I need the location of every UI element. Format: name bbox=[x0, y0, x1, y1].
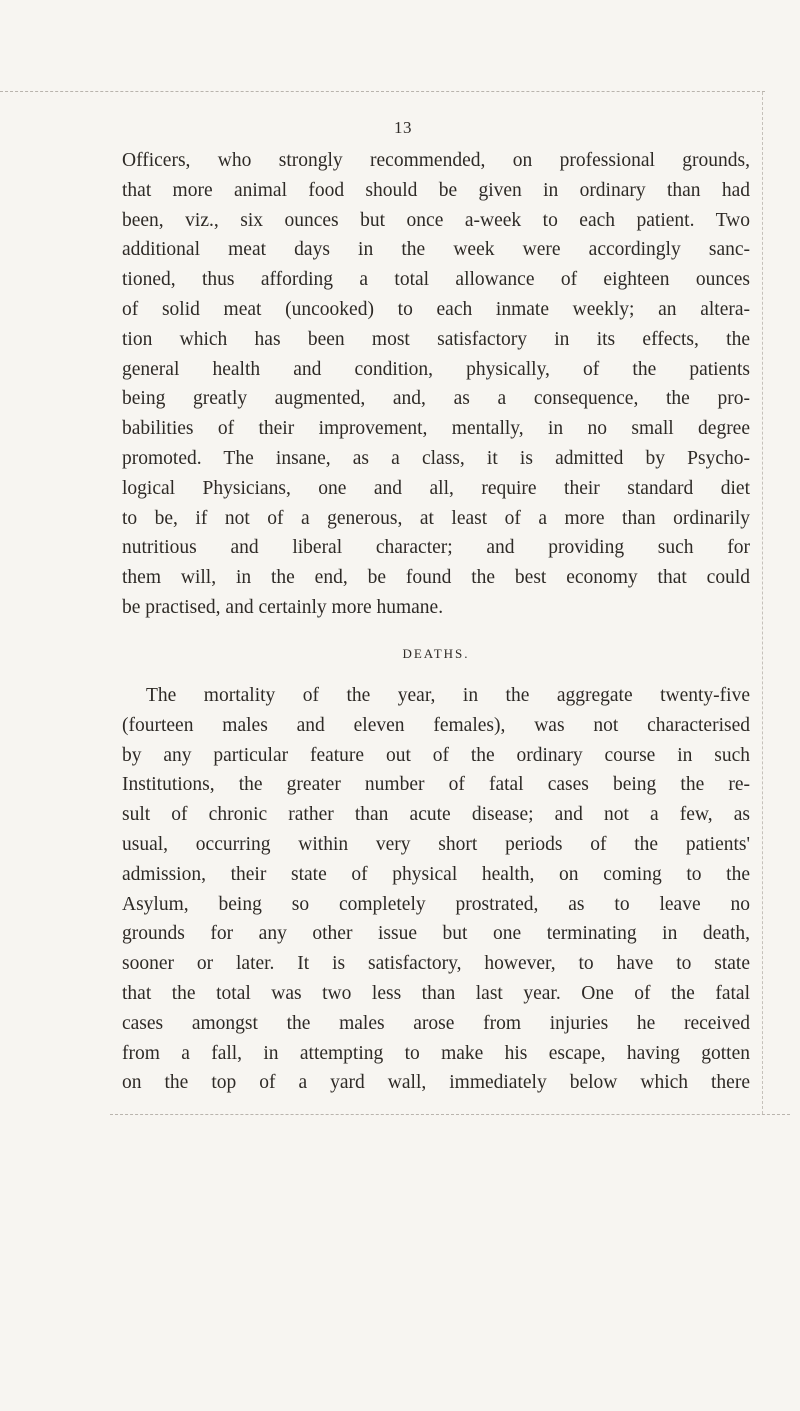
page-number: 13 bbox=[394, 118, 412, 137]
right-border-rule bbox=[762, 92, 763, 1114]
text-line: The mortality of the year, in the aggregate twenty-five bbox=[146, 685, 750, 706]
text-line: babilities of their improvement, mentally, in no small degree bbox=[122, 418, 750, 440]
section-heading: DEATHS. bbox=[402, 646, 470, 661]
text-line: usual, occurring within very short periods of the patients' bbox=[122, 833, 750, 855]
text-line: be practised, and certainly more humane. bbox=[122, 596, 444, 618]
text-line: sult of chronic rather than acute disease; and not a few, as bbox=[122, 804, 750, 826]
text-line: grounds for any other issue but one terminating in death, bbox=[122, 923, 750, 945]
text-line: been, viz., six ounces but once a-week to each patient. Two bbox=[122, 209, 750, 231]
text-line: cases amongst the males arose from injuries he received bbox=[122, 1012, 750, 1034]
text-line: Asylum, being so completely prostrated, as to leave no bbox=[122, 893, 750, 915]
paragraph-deaths bbox=[122, 681, 750, 1098]
text-line: by any particular feature out of the ordinary course in such bbox=[122, 744, 750, 766]
paragraph-diet bbox=[122, 146, 750, 623]
text-line: admission, their state of physical health, on coming to the bbox=[122, 863, 750, 885]
text-line: (fourteen males and eleven females), was not characterised bbox=[122, 714, 750, 736]
top-border-rule bbox=[0, 91, 765, 92]
text-line: Institutions, the greater number of fatal cases being the re- bbox=[122, 774, 750, 796]
text-line: tion which has been most satisfactory in its effects, the bbox=[122, 328, 750, 350]
bottom-border-rule bbox=[110, 1114, 790, 1115]
text-line: to be, if not of a generous, at least of a more than ordinarily bbox=[122, 507, 750, 529]
text-line: promoted. The insane, as a class, it is admitted by Psycho- bbox=[122, 447, 750, 469]
text-line: of solid meat (uncooked) to each inmate weekly; an altera- bbox=[122, 298, 750, 320]
text-line: that the total was two less than last year. One of the fatal bbox=[122, 982, 750, 1004]
text-line: being greatly augmented, and, as a consequence, the pro- bbox=[122, 388, 750, 410]
text-line: nutritious and liberal character; and providing such for bbox=[122, 537, 750, 559]
text-line: from a fall, in attempting to make his escape, having gotten bbox=[122, 1042, 750, 1064]
text-line: tioned, thus affording a total allowance of eighteen ounces bbox=[122, 269, 750, 291]
text-line: that more animal food should be given in ordinary than had bbox=[122, 179, 750, 201]
text-line: additional meat days in the week were accordingly sanc- bbox=[122, 239, 750, 261]
text-line: general health and condition, physically, of the patients bbox=[122, 358, 750, 380]
text-line: on the top of a yard wall, immediately below which there bbox=[122, 1072, 750, 1094]
text-line: Officers, who strongly recommended, on professional grounds, bbox=[122, 150, 750, 171]
text-line: sooner or later. It is satisfactory, however, to have to state bbox=[122, 953, 750, 975]
text-line: them will, in the end, be found the best economy that could bbox=[122, 567, 750, 589]
text-line: logical Physicians, one and all, require their standard diet bbox=[122, 477, 750, 499]
